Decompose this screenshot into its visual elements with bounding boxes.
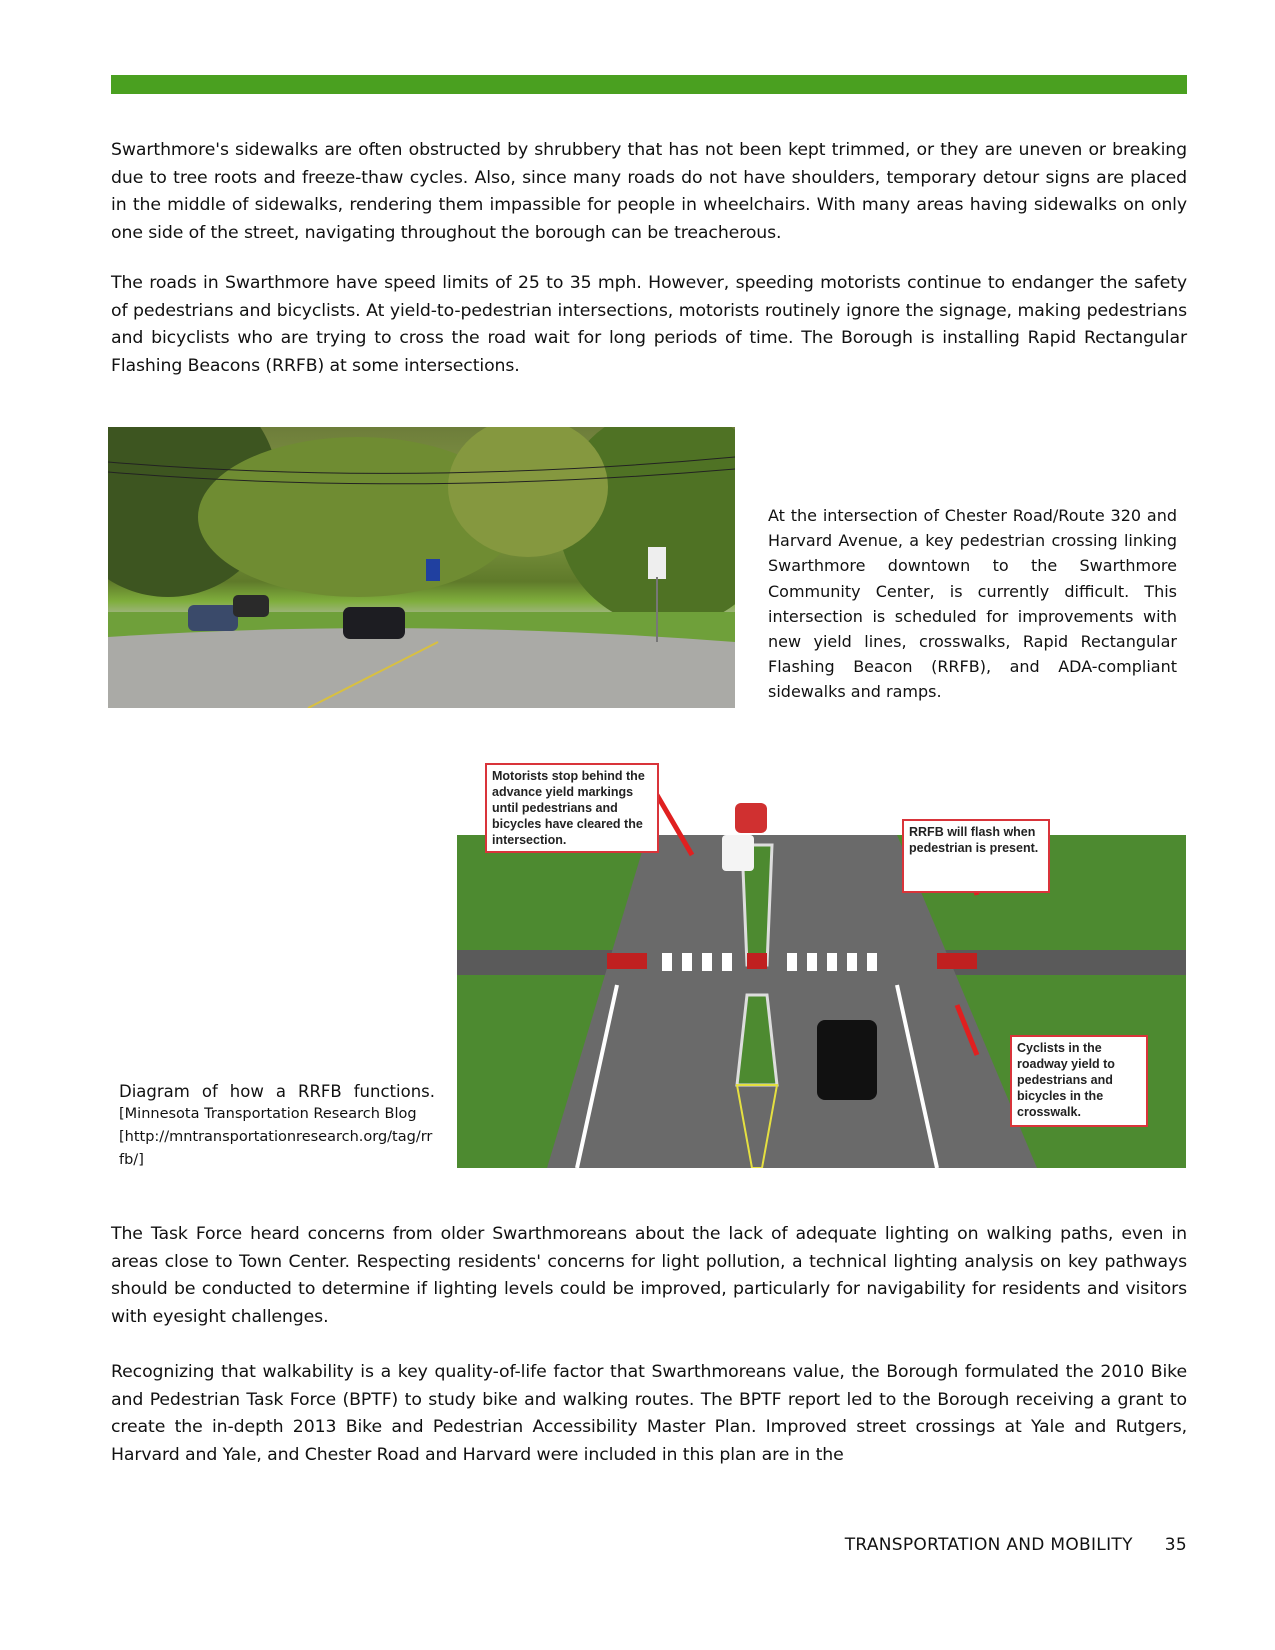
paragraph-speed-limits: The roads in Swarthmore have speed limits of 25 to 35 mph. However, speeding motorists continue to endanger the safety of pedestrians and bicyclists. At yield-to-pedestrian intersections, motorists routinely ignore the signage, making pedestrians and bicyclists who are trying to cross the road wait for long periods of time. The Borough is installing Rapid Rectangular Flashing Beacons (RRFB) at some intersections.: [111, 273, 1187, 376]
paragraph-walkability: Recognizing that walkability is a key quality-of-life factor that Swarthmoreans value, the Borough formulated the 2010 Bike and Pedestrian Task Force (BPTF) to study bike and walking routes. The BPTF report led to the Borough receiving a grant to create the in-depth 2013 Bike and Pedestrian Accessibility Master Plan. Improved street crossings at Yale and Rutgers, Harvard and Yale, and Chester Road and Harvard were included in this plan are in the: [111, 1362, 1187, 1465]
page-footer: [845, 1535, 1187, 1555]
callout-rrfb-flash: RRFB will flash when pedestrian is present.: [902, 819, 1050, 893]
callout-cyclists: Cyclists in the roadway yield to pedestrians and bicycles in the crosswalk.: [1010, 1035, 1148, 1127]
diagram-caption: [119, 1080, 435, 1172]
paragraph-sidewalks: Swarthmore's sidewalks are often obstructed by shrubbery that has not been kept trimmed, or they are uneven or breaking due to tree roots and freeze-thaw cycles. Also, since many roads do not have shoulders, temporary detour signs are placed in the middle of sidewalks, rendering them impassible for people in wheelchairs. With many areas having sidewalks on only one side of the street, navigating throughout the borough can be treacherous.: [111, 140, 1187, 243]
diagram-caption-title: Diagram of how a RRFB functions.: [119, 1082, 435, 1101]
paragraph-lighting: The Task Force heard concerns from older Swarthmoreans about the lack of adequate lighting on walking paths, even in areas close to Town Center. Respecting residents' concerns for light pollution, a technical lighting analysis on key pathways should be conducted to determine if lighting levels could be improved, particularly for navigability for residents and visitors with eyesight challenges.: [111, 1224, 1187, 1327]
rrfb-diagram: [457, 765, 1186, 1168]
footer-section-title: TRANSPORTATION AND MOBILITY: [844, 1535, 1133, 1555]
intersection-photo: [108, 427, 735, 708]
header-accent-bar: [111, 75, 1187, 94]
callout-motorists: Motorists stop behind the advance yield markings until pedestrians and bicycles have cleared the intersection.: [485, 763, 659, 853]
diagram-caption-source: [Minnesota Transportation Research Blog [http://mntransportationresearch.org/tag/rrfb/]: [119, 1106, 433, 1168]
photo-caption: At the intersection of Chester Road/Route 320 and Harvard Avenue, a key pedestrian crossing linking Swarthmore downtown to the Swarthmore Community Center, is currently difficult. This intersection is scheduled for improvements with new yield lines, crosswalks, Rapid Rectangular Flashing Beacon (RRFB), and ADA-compliant sidewalks and ramps.: [768, 506, 1177, 702]
page-number: 35: [1164, 1535, 1187, 1555]
